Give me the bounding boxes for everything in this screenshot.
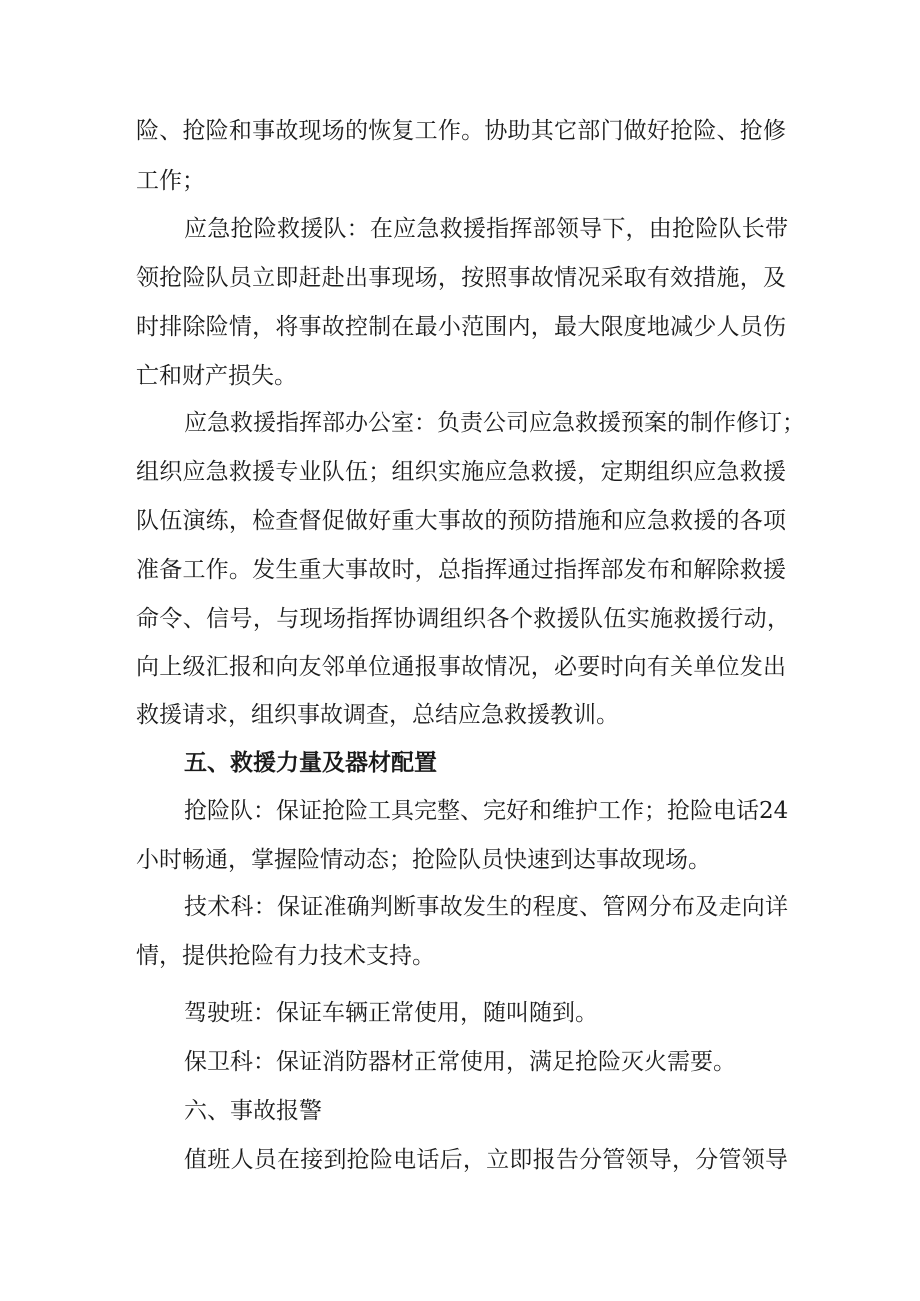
paragraph-start-line: 保卫科：保证消防器材正常使用，满足抢险灭火需要。 xyxy=(184,1049,736,1075)
text-line: 险、抢险和事故现场的恢复工作。协助其它部门做好抢险、抢修 xyxy=(136,118,786,144)
section-heading: 六、事故报警 xyxy=(184,1098,322,1124)
text-line: 工作； xyxy=(136,168,205,194)
paragraph-start-line: 值班人员在接到抢险电话后，立即报告分管领导，分管领导 xyxy=(184,1147,788,1173)
paragraph-start-line: 应急救援指挥部办公室：负责公司应急救援预案的制作修订； xyxy=(184,410,805,436)
text-line: 组织应急救援专业队伍；组织实施应急救援，定期组织应急救援 xyxy=(136,459,786,485)
text-line: 领抢险队员立即赶赴出事现场，按照事故情况采取有效措施，及 xyxy=(136,265,786,291)
text-line: 亡和财产损失。 xyxy=(136,363,297,389)
paragraph-start-line: 应急抢险救援队：在应急救援指挥部领导下，由抢险队长带 xyxy=(184,216,788,242)
section-heading: 五、救援力量及器材配置 xyxy=(184,749,437,776)
text-line: 向上级汇报和向友邻单位通报事故情况，必要时向有关单位发出 xyxy=(136,654,786,680)
text-line: 小时畅通，掌握险情动态；抢险队员快速到达事故现场。 xyxy=(136,847,711,873)
text-line: 时排除险情，将事故控制在最小范围内，最大限度地减少人员伤 xyxy=(136,314,786,340)
text-line: 队伍演练，检查督促做好重大事故的预防措施和应急救援的各项 xyxy=(136,508,786,534)
text-line: 命令、信号，与现场指挥协调组织各个救援队伍实施救援行动， xyxy=(136,606,790,632)
text-line: 情，提供抢险有力技术支持。 xyxy=(136,943,435,969)
text-line: 准备工作。发生重大事故时，总指挥通过指挥部发布和解除救援 xyxy=(136,557,786,583)
paragraph-start-line: 抢险队：保证抢险工具完整、完好和维护工作；抢险电话24 xyxy=(184,798,789,824)
text-line: 救援请求，组织事故调查，总结应急救援教训。 xyxy=(136,702,619,728)
paragraph-start-line: 技术科：保证准确判断事故发生的程度、管网分布及走向详 xyxy=(184,894,788,920)
paragraph-start-line: 驾驶班：保证车辆正常使用，随叫随到。 xyxy=(184,1000,598,1026)
